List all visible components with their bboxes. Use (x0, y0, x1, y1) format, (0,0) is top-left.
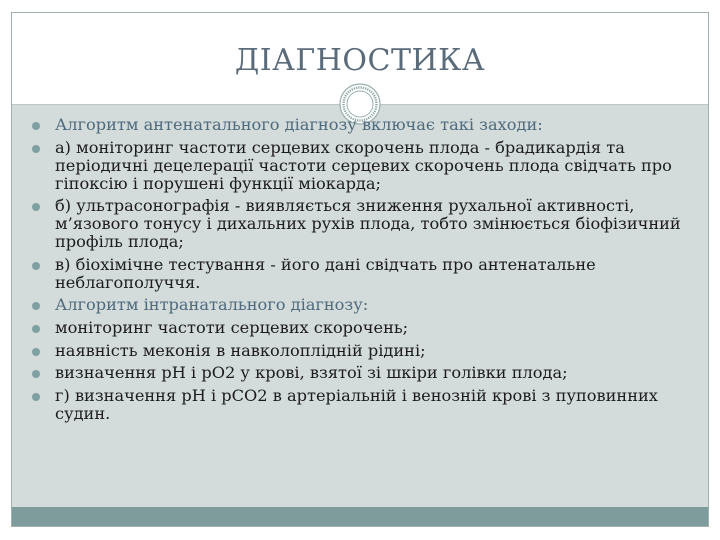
bullet-item (29, 139, 689, 193)
bullet-item (29, 296, 689, 314)
bullet-item (29, 256, 689, 292)
bullet-text: Алгоритм антенатального діагнозу включає такі заходи: (55, 115, 543, 134)
bullet-text: г) визначення рН і рСО2 в артеріальній і венозній крові з пуповинних судин. (55, 385, 658, 423)
slide-title: ДІАГНОСТИКА (234, 43, 486, 78)
bullet-item (29, 116, 689, 134)
bullet-text: визначення рН і рО2 у крові, взятої зі шкіри голівки плода; (55, 363, 568, 383)
bullet-dot-icon (32, 302, 40, 310)
bullet-text: Алгоритм інтранатального діагнозу: (55, 295, 369, 315)
bottom-band (12, 507, 708, 526)
bullet-item (29, 387, 689, 423)
bullet-text: моніторинг частоти серцевих скорочень; (55, 317, 409, 337)
bullet-dot-icon (32, 325, 40, 333)
bullet-text: а) моніторинг частоти серцевих скорочень плода - брадикардія та періодичні децелерації частоти серцевих скорочень плода свідчать про гіпоксію і порушені функції міокарда; (55, 137, 672, 193)
bullet-dot-icon (32, 122, 40, 130)
bullet-item (29, 197, 689, 251)
bullet-text: в) біохімічне тестування - його дані свідчать про антенатальне неблагополуччя. (55, 254, 596, 292)
bullet-dot-icon (32, 262, 40, 270)
bullet-item (29, 364, 689, 382)
bullet-item (29, 342, 689, 360)
bullet-dot-icon (32, 145, 40, 153)
bullet-dot-icon (32, 393, 40, 401)
bullet-item (29, 319, 689, 337)
bullet-dot-icon (32, 348, 40, 356)
bullet-dot-icon (32, 370, 40, 378)
bullet-dot-icon (32, 203, 40, 211)
bullet-text: наявність меконія в навколоплідній рідині; (55, 340, 426, 360)
bullet-text: б) ультрасонографія - виявляється зниження рухальної активності, м’язового тонусу і дихальних рухів плода, тобто змінюється біофізичний профіль плода; (55, 196, 681, 252)
bullet-list (29, 116, 689, 427)
